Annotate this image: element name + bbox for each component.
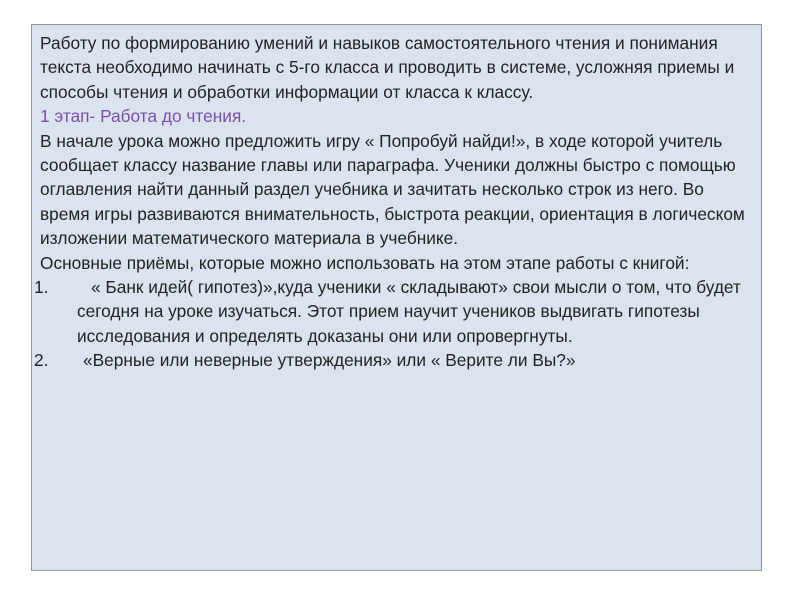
game-paragraph: В начале урока можно предложить игру « Попробуй найди!», в ходе которой учитель сообщает классу название главы или параграфа. Ученики должны быстро с помощью оглавления найти данный раздел учебника и зачитать несколько строк из него. Во время игры развиваются внимательность, быстрота реакции, ориентация в логическом изложении математического материала в учебнике. xyxy=(40,130,745,249)
list-item xyxy=(34,275,751,348)
list-item-text: «Верные или неверные утверждения» или « Верите ли Вы?» xyxy=(83,350,576,371)
intro-paragraph: Работу по формированию умений и навыков самостоятельного чтения и понимания текста необходимо начинать с 5-го класса и проводить в системе, усложняя приемы и способы чтения и обработки информации от класса к классу. xyxy=(40,33,735,102)
list-item-number: 1. xyxy=(34,277,49,298)
text-panel xyxy=(31,24,762,571)
list-item xyxy=(34,348,751,372)
methods-list xyxy=(34,275,751,373)
stage-heading: 1 этап- Работа до чтения. xyxy=(40,106,247,127)
list-item-number: 2. xyxy=(34,350,49,371)
methods-paragraph: Основные приёмы, которые можно использовать на этом этапе работы с книгой: xyxy=(40,252,690,273)
list-item-text: « Банк идей( гипотез)»,куда ученики « складывают» свои мысли о том, что будет сегодня на уроке изучаться. Этот прием научит учеников выдвигать гипотезы исследования и определять доказаны они или опровергнуты. xyxy=(77,277,741,346)
